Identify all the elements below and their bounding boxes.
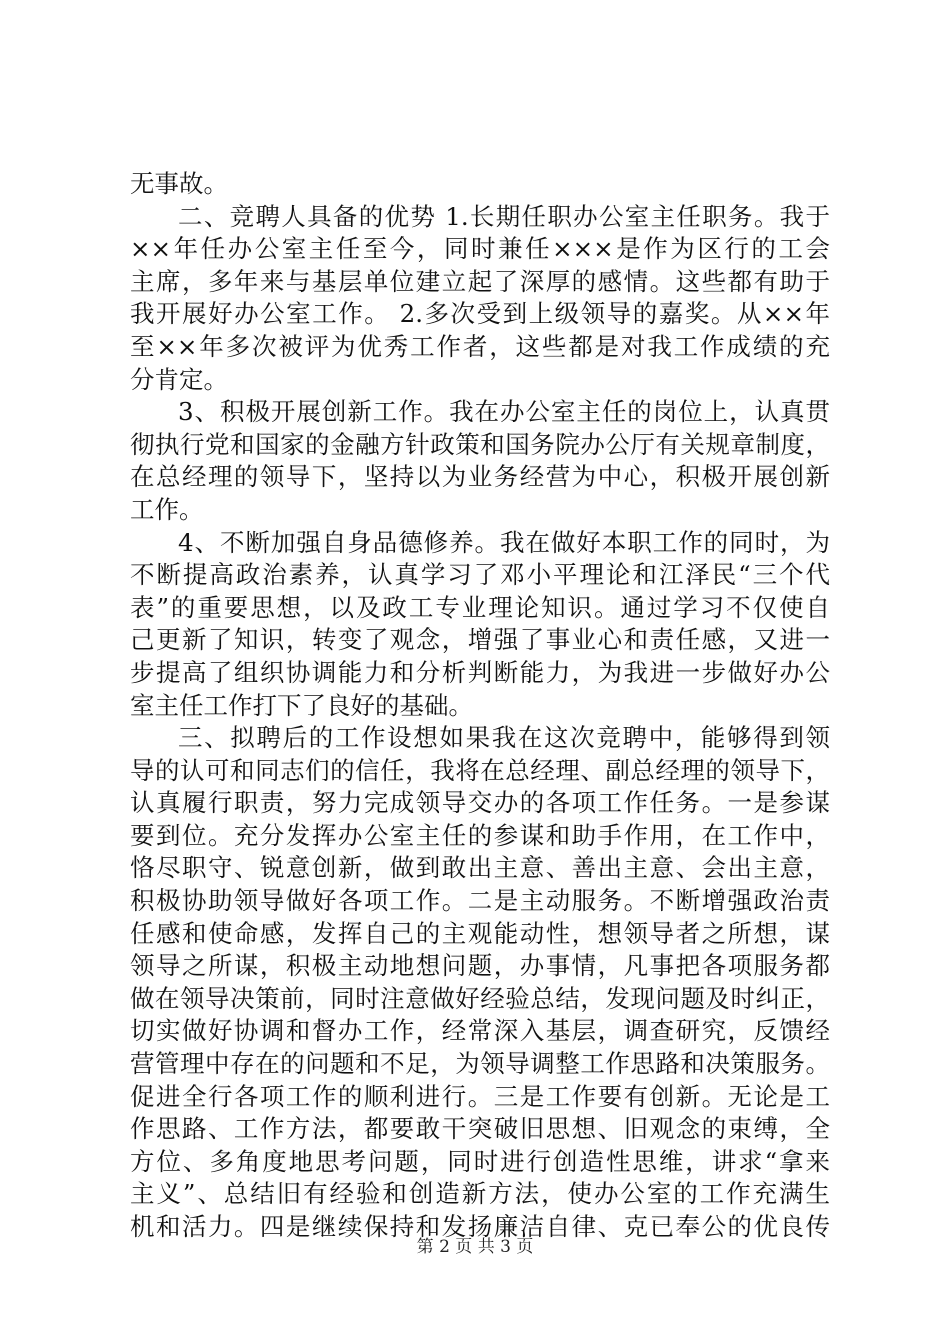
text-line: 促进全行各项工作的顺利进行。三是工作要有创新。无论是工 [130, 1081, 830, 1111]
text-line: 作思路、工作方法，都要敢干突破旧思想、旧观念的束缚，全 [130, 1114, 830, 1144]
text-line: 导的认可和同志们的信任，我将在总经理、副总经理的领导下， [130, 755, 830, 785]
text-line: 主义”、总结旧有经验和创造新方法，使办公室的工作充满生 [130, 1179, 830, 1209]
text-line: 方位、多角度地思考问题，同时进行创造性思维，讲求“拿来 [130, 1146, 830, 1176]
text-line: 至××年多次被评为优秀工作者，这些都是对我工作成绩的充 [130, 331, 830, 361]
text-line: 彻执行党和国家的金融方针政策和国务院办公厅有关规章制度， [130, 429, 830, 459]
text-line: 二、竞聘人具备的优势 1.长期任职办公室主任职务。我于 [178, 201, 830, 231]
text-line: 在总经理的领导下，坚持以为业务经营为中心，积极开展创新 [130, 462, 830, 492]
text-line: 工作。 [130, 494, 204, 524]
text-line: 无事故。 [130, 169, 228, 198]
text-line: 机和活力。四是继续保持和发扬廉洁自律、克已奉公的优良传 [130, 1212, 830, 1241]
text-line: 3、积极开展创新工作。我在办公室主任的岗位上，认真贯 [178, 397, 830, 427]
text-line: 恪尽职守、锐意创新，做到敢出主意、善出主意、会出主意， [130, 853, 830, 883]
text-line: 分肯定。 [130, 364, 228, 394]
text-line: 4、不断加强自身品德修养。我在做好本职工作的同时，为 [178, 527, 830, 557]
text-line: 三、拟聘后的工作设想如果我在这次竞聘中，能够得到领 [178, 723, 830, 753]
text-line: 要到位。充分发挥办公室主任的参谋和助手作用，在工作中， [130, 820, 830, 850]
text-line: 我开展好办公室工作。 2.多次受到上级领导的嘉奖。从××年 [130, 299, 830, 329]
text-line: 表”的重要思想，以及政工专业理论知识。通过学习不仅使自 [130, 592, 830, 622]
text-line: 室主任工作打下了良好的基础。 [130, 690, 473, 720]
text-line: 不断提高政治素养，认真学习了邓小平理论和江泽民“三个代 [130, 560, 830, 590]
text-line: 己更新了知识，转变了观念，增强了事业心和责任感，又进一 [130, 625, 830, 655]
text-line: 切实做好协调和督办工作，经常深入基层，调查研究，反馈经 [130, 1016, 830, 1046]
text-line: 任感和使命感，发挥自己的主观能动性，想领导者之所想，谋 [130, 918, 830, 948]
text-line: 步提高了组织协调能力和分析判断能力，为我进一步做好办公 [130, 657, 830, 687]
page-footer: 第 2 页 共 3 页 [416, 1237, 534, 1257]
text-line: 领导之所谋，积极主动地想问题，办事情，凡事把各项服务都 [130, 951, 830, 981]
text-line: 主席，多年来与基层单位建立起了深厚的感情。这些都有助于 [130, 266, 830, 296]
text-line: 营管理中存在的问题和不足，为领导调整工作思路和决策服务。 [130, 1049, 830, 1079]
text-line: 认真履行职责，努力完成领导交办的各项工作任务。一是参谋 [130, 788, 830, 818]
text-line: ××年任办公室主任至今，同时兼任×××是作为区行的工会 [130, 234, 830, 264]
text-line: 积极协助领导做好各项工作。二是主动服务。不断增强政治责 [130, 886, 830, 916]
text-line: 做在领导决策前，同时注意做好经验总结，发现问题及时纠正， [130, 983, 830, 1013]
document-body [130, 168, 830, 1244]
